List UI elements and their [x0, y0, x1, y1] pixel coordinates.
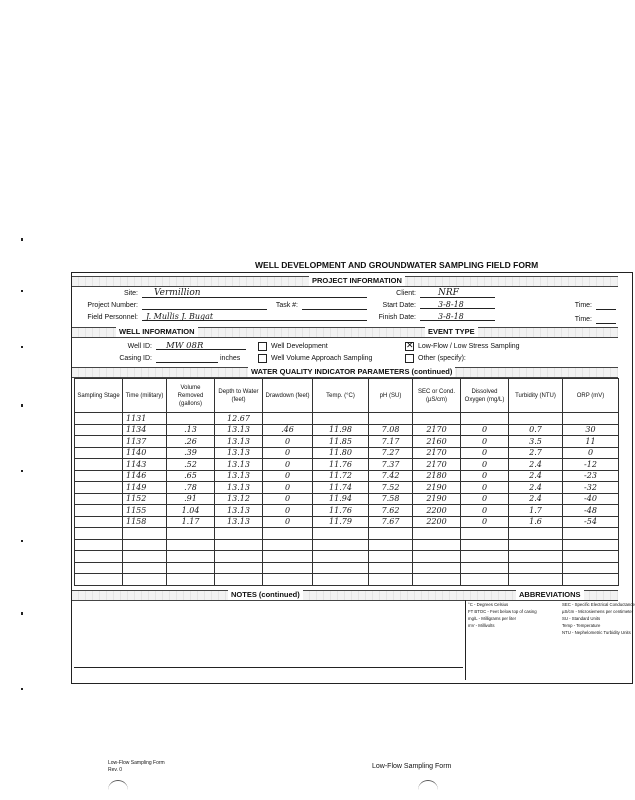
cell-turbidity[interactable]: 2.4: [509, 493, 563, 505]
well-development-checkbox[interactable]: [258, 342, 267, 351]
cell-turbidity[interactable]: 2.4: [509, 470, 563, 482]
cell-time[interactable]: 1158: [123, 516, 167, 528]
notes-title: NOTES (continued): [228, 590, 303, 600]
cell-dissolved-oxygen[interactable]: 0: [461, 424, 509, 436]
cell-sampling-stage[interactable]: [75, 516, 123, 528]
cell-drawdown[interactable]: 0: [263, 459, 313, 471]
cell-depth-to-water[interactable]: 13.13: [215, 482, 263, 494]
notes-line: [74, 666, 463, 668]
cell-temp[interactable]: 11.94: [313, 493, 369, 505]
cell-temp[interactable]: [313, 528, 369, 540]
cell-temp[interactable]: 11.72: [313, 470, 369, 482]
cell-volume-removed[interactable]: 1.04: [167, 505, 215, 517]
cell-ph[interactable]: 7.08: [369, 424, 413, 436]
cell-sampling-stage[interactable]: [75, 574, 123, 586]
abbr-item: mg/L - Milligrams per liter: [468, 616, 517, 621]
field-personnel-label: Field Personnel:: [87, 314, 138, 321]
cell-sampling-stage[interactable]: [75, 505, 123, 517]
cell-depth-to-water[interactable]: 13.13: [215, 505, 263, 517]
well-volume-label: Well Volume Approach Sampling: [271, 355, 373, 362]
abbr-item: SEC - Specific Electrical Conductance: [562, 602, 635, 607]
cell-orp[interactable]: -54: [563, 516, 619, 528]
cell-drawdown[interactable]: 0: [263, 482, 313, 494]
cell-dissolved-oxygen[interactable]: [461, 574, 509, 586]
table-row: [75, 539, 619, 551]
table-row: [75, 574, 619, 586]
finish-date-label: Finish Date:: [378, 314, 416, 321]
scan-speck: [21, 290, 23, 292]
cell-orp[interactable]: 11: [563, 436, 619, 448]
cell-turbidity[interactable]: 2.4: [509, 482, 563, 494]
table-row: [75, 447, 619, 459]
cell-volume-removed[interactable]: .52: [167, 459, 215, 471]
scan-speck: [21, 612, 23, 615]
cell-volume-removed[interactable]: .39: [167, 447, 215, 459]
table-row: [75, 459, 619, 471]
col-header-drawdown: Drawdown (feet): [263, 379, 313, 413]
cell-dissolved-oxygen[interactable]: 0: [461, 459, 509, 471]
cell-drawdown[interactable]: 0: [263, 447, 313, 459]
start-date-label: Start Date:: [382, 302, 416, 309]
cell-temp[interactable]: 11.85: [313, 436, 369, 448]
cell-temp[interactable]: 11.80: [313, 447, 369, 459]
cell-orp[interactable]: [563, 562, 619, 574]
well-development-label: Well Development: [271, 343, 328, 350]
cell-depth-to-water[interactable]: 13.13: [215, 470, 263, 482]
cell-time[interactable]: [123, 528, 167, 540]
cell-time[interactable]: 1131: [123, 413, 167, 425]
cell-ph[interactable]: 7.42: [369, 470, 413, 482]
col-header-volume-removed: Volume Removed (gallons): [167, 379, 215, 413]
cell-volume-removed[interactable]: [167, 562, 215, 574]
cell-orp[interactable]: 30: [563, 424, 619, 436]
cell-turbidity[interactable]: 1.6: [509, 516, 563, 528]
cell-turbidity[interactable]: [509, 539, 563, 551]
time-label-start: Time:: [574, 302, 592, 309]
finish-date-field[interactable]: 3-8-18: [420, 312, 495, 321]
cell-orp[interactable]: 0: [563, 447, 619, 459]
cell-turbidity[interactable]: [509, 562, 563, 574]
cell-orp[interactable]: -48: [563, 505, 619, 517]
cell-drawdown[interactable]: .46: [263, 424, 313, 436]
finish-time-field[interactable]: [596, 314, 616, 324]
scan-speck: [21, 688, 23, 690]
form-title: WELL DEVELOPMENT AND GROUNDWATER SAMPLING FIELD FORM: [255, 260, 539, 270]
cell-volume-removed[interactable]: [167, 528, 215, 540]
cell-depth-to-water[interactable]: 12.67: [215, 413, 263, 425]
cell-sampling-stage[interactable]: [75, 539, 123, 551]
footer-left-line1: Low-Flow Sampling Form: [108, 760, 165, 766]
cell-ph[interactable]: 7.62: [369, 505, 413, 517]
well-info-title: WELL INFORMATION: [116, 327, 198, 337]
cell-depth-to-water[interactable]: [215, 539, 263, 551]
cell-volume-removed[interactable]: [167, 413, 215, 425]
abbreviations-left: [468, 601, 550, 629]
cell-ph[interactable]: [369, 574, 413, 586]
cell-dissolved-oxygen[interactable]: [461, 562, 509, 574]
cell-ph[interactable]: 7.17: [369, 436, 413, 448]
cell-dissolved-oxygen[interactable]: 0: [461, 482, 509, 494]
cell-conductance[interactable]: [413, 551, 461, 563]
abbreviations-right: [562, 601, 635, 636]
cell-conductance[interactable]: 2160: [413, 436, 461, 448]
notes-divider: [465, 600, 466, 680]
cell-sampling-stage[interactable]: [75, 470, 123, 482]
event-type-title: EVENT TYPE: [425, 327, 478, 337]
cell-sampling-stage[interactable]: [75, 447, 123, 459]
cell-ph[interactable]: [369, 551, 413, 563]
cell-drawdown[interactable]: [263, 551, 313, 563]
cell-time[interactable]: [123, 562, 167, 574]
table-row: [75, 528, 619, 540]
cell-ph[interactable]: [369, 562, 413, 574]
cell-conductance[interactable]: 2200: [413, 516, 461, 528]
cell-temp[interactable]: 11.76: [313, 459, 369, 471]
other-label: Other (specify):: [418, 355, 466, 362]
cell-temp[interactable]: [313, 562, 369, 574]
site-field[interactable]: Vermillion: [142, 288, 367, 298]
table-row: [75, 436, 619, 448]
cell-time[interactable]: [123, 539, 167, 551]
project-number-label: Project Number:: [87, 302, 138, 309]
notes-area[interactable]: [76, 602, 461, 664]
cell-drawdown[interactable]: 0: [263, 516, 313, 528]
cell-temp[interactable]: 11.74: [313, 482, 369, 494]
cell-turbidity[interactable]: [509, 551, 563, 563]
cell-temp[interactable]: [313, 413, 369, 425]
client-field[interactable]: NRF: [420, 288, 495, 298]
abbr-item: Temp - Temperature: [562, 623, 601, 628]
col-header-turbidity: Turbidity (NTU): [509, 379, 563, 413]
cell-time[interactable]: [123, 551, 167, 563]
cell-turbidity[interactable]: 1.7: [509, 505, 563, 517]
cell-temp[interactable]: 11.76: [313, 505, 369, 517]
cell-drawdown[interactable]: 0: [263, 470, 313, 482]
cell-sampling-stage[interactable]: [75, 493, 123, 505]
low-flow-checkbox[interactable]: [405, 342, 414, 351]
cell-orp[interactable]: [563, 528, 619, 540]
water-quality-table: [74, 378, 619, 586]
cell-sampling-stage[interactable]: [75, 424, 123, 436]
cell-drawdown[interactable]: [263, 562, 313, 574]
cell-sampling-stage[interactable]: [75, 482, 123, 494]
cell-time[interactable]: 1149: [123, 482, 167, 494]
project-number-field[interactable]: [142, 300, 267, 310]
casing-id-label: Casing ID:: [119, 355, 152, 362]
footer-left-line2: Rev. 0: [108, 767, 123, 773]
col-header-temp: Temp. (°C): [313, 379, 369, 413]
well-id-label: Well ID:: [127, 343, 152, 350]
cell-conductance[interactable]: [413, 528, 461, 540]
table-row: [75, 493, 619, 505]
cell-volume-removed[interactable]: 1.17: [167, 516, 215, 528]
scan-speck: [21, 470, 23, 472]
cell-turbidity[interactable]: 2.4: [509, 459, 563, 471]
client-label: Client:: [396, 290, 416, 297]
cell-ph[interactable]: 7.52: [369, 482, 413, 494]
cell-orp[interactable]: -12: [563, 459, 619, 471]
cell-sampling-stage[interactable]: [75, 459, 123, 471]
abbr-item: °C - Degrees Celsius: [468, 602, 509, 607]
cell-conductance[interactable]: 2170: [413, 424, 461, 436]
cell-depth-to-water[interactable]: [215, 574, 263, 586]
water-quality-band: [72, 367, 618, 378]
cell-orp[interactable]: [563, 539, 619, 551]
punch-hole-mark: [418, 780, 438, 795]
well-id-field[interactable]: MW 08R: [156, 341, 246, 350]
col-header-sampling-stage: Sampling Stage: [75, 379, 123, 413]
table-row: [75, 470, 619, 482]
abbr-item: mV - Millivolts: [468, 623, 495, 628]
cell-turbidity[interactable]: [509, 413, 563, 425]
cell-dissolved-oxygen[interactable]: [461, 539, 509, 551]
cell-dissolved-oxygen[interactable]: [461, 551, 509, 563]
table-row: [75, 482, 619, 494]
time-label-finish: Time:: [574, 316, 592, 323]
water-quality-title: WATER QUALITY INDICATOR PARAMETERS (continued): [248, 367, 455, 377]
cell-depth-to-water[interactable]: 13.13: [215, 516, 263, 528]
cell-depth-to-water[interactable]: 13.13: [215, 424, 263, 436]
project-info-title: PROJECT INFORMATION: [309, 276, 405, 286]
cell-time[interactable]: 1140: [123, 447, 167, 459]
well-volume-checkbox[interactable]: [258, 354, 267, 363]
site-label: Site:: [123, 290, 138, 297]
cell-drawdown[interactable]: 0: [263, 436, 313, 448]
cell-drawdown[interactable]: [263, 413, 313, 425]
abbr-item: µS/cm - Microsiemens per centimeter: [562, 609, 634, 614]
start-date-field[interactable]: 3-8-18: [420, 300, 495, 309]
scan-speck: [21, 346, 23, 348]
cell-time[interactable]: [123, 574, 167, 586]
cell-ph[interactable]: 7.67: [369, 516, 413, 528]
cell-temp[interactable]: [313, 539, 369, 551]
cell-sampling-stage[interactable]: [75, 562, 123, 574]
cell-time[interactable]: 1134: [123, 424, 167, 436]
cell-turbidity[interactable]: [509, 528, 563, 540]
cell-time[interactable]: 1146: [123, 470, 167, 482]
cell-depth-to-water[interactable]: 13.13: [215, 447, 263, 459]
cell-volume-removed[interactable]: .26: [167, 436, 215, 448]
cell-volume-removed[interactable]: .13: [167, 424, 215, 436]
cell-depth-to-water[interactable]: 13.12: [215, 493, 263, 505]
table-row: [75, 505, 619, 517]
cell-turbidity[interactable]: [509, 574, 563, 586]
scan-speck: [21, 404, 23, 407]
other-checkbox[interactable]: [405, 354, 414, 363]
cell-sampling-stage[interactable]: [75, 436, 123, 448]
start-time-field[interactable]: [596, 300, 616, 310]
cell-ph[interactable]: 7.37: [369, 459, 413, 471]
cell-depth-to-water[interactable]: 13.13: [215, 459, 263, 471]
cell-sampling-stage[interactable]: [75, 413, 123, 425]
notes-band: [72, 590, 618, 601]
cell-conductance[interactable]: 2170: [413, 459, 461, 471]
cell-time[interactable]: 1155: [123, 505, 167, 517]
cell-conductance[interactable]: [413, 539, 461, 551]
low-flow-label: Low-Flow / Low Stress Sampling: [418, 343, 520, 350]
cell-ph[interactable]: 7.27: [369, 447, 413, 459]
cell-temp[interactable]: 11.98: [313, 424, 369, 436]
cell-temp[interactable]: [313, 551, 369, 563]
col-header-depth-to-water: Depth to Water (feet): [215, 379, 263, 413]
col-header-conductance: SEC or Cond. (µS/cm): [413, 379, 461, 413]
cell-drawdown[interactable]: [263, 539, 313, 551]
casing-id-field[interactable]: [156, 353, 218, 363]
cell-conductance[interactable]: 2170: [413, 447, 461, 459]
cell-volume-removed[interactable]: [167, 574, 215, 586]
water-quality-rows: [75, 413, 619, 586]
abbreviations-title: ABBREVIATIONS: [516, 590, 584, 600]
cell-dissolved-oxygen[interactable]: 0: [461, 447, 509, 459]
field-personnel-field[interactable]: J. Mullis J. Bugat: [142, 312, 367, 321]
cell-time[interactable]: 1152: [123, 493, 167, 505]
cell-volume-removed[interactable]: .78: [167, 482, 215, 494]
scan-speck: [21, 540, 23, 542]
cell-depth-to-water[interactable]: 13.13: [215, 436, 263, 448]
cell-dissolved-oxygen[interactable]: 0: [461, 436, 509, 448]
table-row: [75, 413, 619, 425]
cell-drawdown[interactable]: [263, 574, 313, 586]
cell-depth-to-water[interactable]: [215, 562, 263, 574]
col-header-dissolved-oxygen: Dissolved Oxygen (mg/L): [461, 379, 509, 413]
footer-center: Low-Flow Sampling Form: [372, 763, 452, 770]
cell-conductance[interactable]: [413, 574, 461, 586]
cell-conductance[interactable]: [413, 413, 461, 425]
cell-orp[interactable]: [563, 574, 619, 586]
cell-sampling-stage[interactable]: [75, 551, 123, 563]
cell-conductance[interactable]: 2200: [413, 505, 461, 517]
cell-volume-removed[interactable]: [167, 539, 215, 551]
abbr-item: NTU - Nephelometric Turbidity Units: [562, 630, 631, 635]
cell-conductance[interactable]: 2190: [413, 493, 461, 505]
cell-orp[interactable]: -32: [563, 482, 619, 494]
cell-time[interactable]: 1143: [123, 459, 167, 471]
cell-conductance[interactable]: 2190: [413, 482, 461, 494]
abbr-item: SU - Standard Units: [562, 616, 601, 621]
cell-dissolved-oxygen[interactable]: [461, 528, 509, 540]
cell-temp[interactable]: 11.79: [313, 516, 369, 528]
table-row: [75, 424, 619, 436]
cell-ph[interactable]: 7.58: [369, 493, 413, 505]
cell-sampling-stage[interactable]: [75, 528, 123, 540]
cell-drawdown[interactable]: 0: [263, 493, 313, 505]
col-header-orp: ORP (mV): [563, 379, 619, 413]
project-info-band: [72, 276, 618, 287]
table-row: [75, 562, 619, 574]
cell-orp[interactable]: -23: [563, 470, 619, 482]
cell-depth-to-water[interactable]: [215, 528, 263, 540]
cell-dissolved-oxygen[interactable]: 0: [461, 493, 509, 505]
casing-units: inches: [220, 355, 241, 362]
table-row: [75, 516, 619, 528]
cell-dissolved-oxygen[interactable]: [461, 413, 509, 425]
abbr-item: FT BTOC - Feet below top of casing: [468, 609, 537, 614]
cell-time[interactable]: 1137: [123, 436, 167, 448]
scan-speck: [21, 238, 23, 241]
cell-dissolved-oxygen[interactable]: 0: [461, 470, 509, 482]
cell-temp[interactable]: [313, 574, 369, 586]
table-row: [75, 551, 619, 563]
cell-ph[interactable]: [369, 539, 413, 551]
cell-orp[interactable]: [563, 413, 619, 425]
cell-drawdown[interactable]: [263, 528, 313, 540]
cell-volume-removed[interactable]: .65: [167, 470, 215, 482]
cell-volume-removed[interactable]: .91: [167, 493, 215, 505]
cell-drawdown[interactable]: 0: [263, 505, 313, 517]
cell-turbidity[interactable]: 0.7: [509, 424, 563, 436]
cell-depth-to-water[interactable]: [215, 551, 263, 563]
cell-ph[interactable]: [369, 528, 413, 540]
cell-dissolved-oxygen[interactable]: 0: [461, 505, 509, 517]
task-label: Task #:: [275, 302, 298, 309]
cell-turbidity[interactable]: 3.5: [509, 436, 563, 448]
cell-orp[interactable]: -40: [563, 493, 619, 505]
cell-dissolved-oxygen[interactable]: 0: [461, 516, 509, 528]
cell-volume-removed[interactable]: [167, 551, 215, 563]
col-header-time: Time (military): [123, 379, 167, 413]
cell-orp[interactable]: [563, 551, 619, 563]
cell-conductance[interactable]: 2180: [413, 470, 461, 482]
cell-turbidity[interactable]: 2.7: [509, 447, 563, 459]
task-field[interactable]: [302, 300, 367, 310]
footer-left: [108, 760, 165, 774]
punch-hole-mark: [108, 780, 128, 795]
cell-ph[interactable]: [369, 413, 413, 425]
col-header-ph: pH (SU): [369, 379, 413, 413]
well-event-band: [72, 327, 618, 338]
cell-conductance[interactable]: [413, 562, 461, 574]
